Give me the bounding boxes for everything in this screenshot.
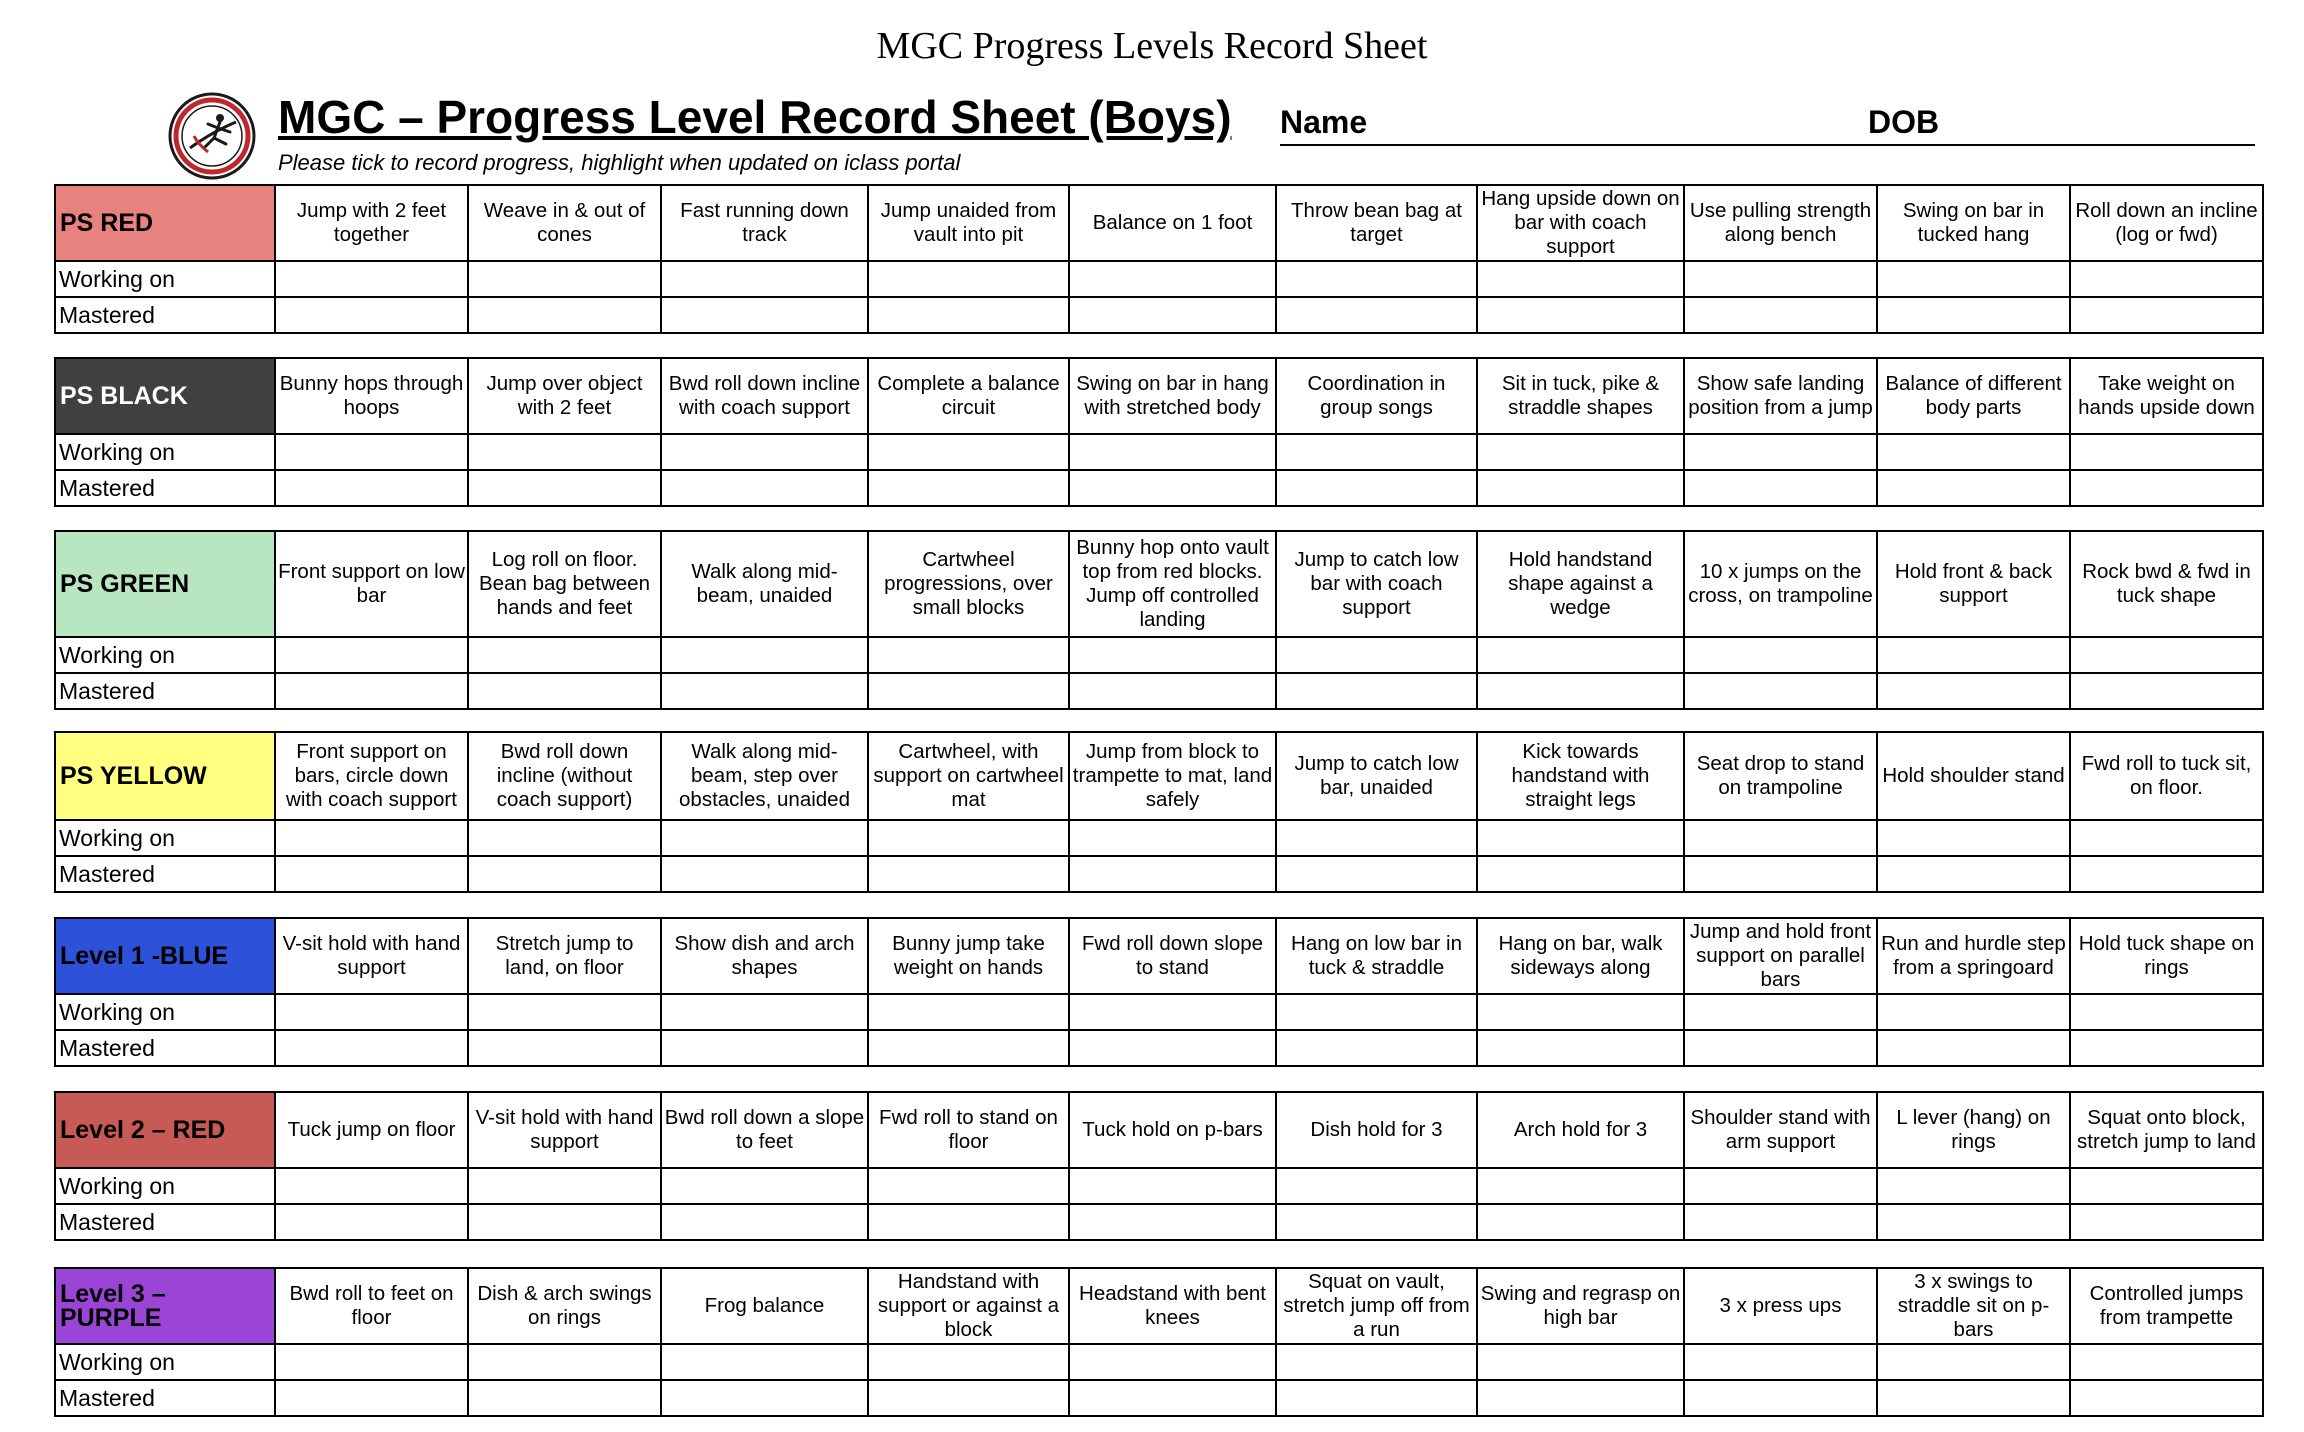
skill-cell: Jump to catch low bar with coach support [1276, 531, 1477, 637]
tick-cell[interactable] [1877, 637, 2070, 673]
skills-header-row [55, 918, 2263, 994]
tick-cell[interactable] [661, 470, 868, 506]
working-on-row [55, 261, 2263, 297]
tick-cell[interactable] [868, 637, 1069, 673]
tick-cell[interactable] [661, 297, 868, 333]
mastered-row [55, 1030, 2263, 1066]
tick-cell[interactable] [468, 261, 661, 297]
tick-cell[interactable] [1069, 434, 1276, 470]
tick-cell[interactable] [661, 1344, 868, 1380]
tick-cell[interactable] [468, 856, 661, 892]
skill-cell: 3 x press ups [1684, 1268, 1877, 1344]
working-on-label: Working on [55, 434, 275, 470]
tick-cell[interactable] [468, 1344, 661, 1380]
skill-cell: Stretch jump to land, on floor [468, 918, 661, 994]
tick-cell[interactable] [1276, 1168, 1477, 1204]
mastered-row [55, 673, 2263, 709]
mastered-label: Mastered [55, 1204, 275, 1240]
skill-cell: Balance on 1 foot [1069, 185, 1276, 261]
document-title: MGC Progress Levels Record Sheet [876, 25, 1428, 67]
tick-cell[interactable] [1069, 1204, 1276, 1240]
skill-cell: Squat onto block, stretch jump to land [2070, 1092, 2263, 1168]
tick-cell[interactable] [275, 470, 468, 506]
tick-cell[interactable] [1477, 1168, 1684, 1204]
skill-cell: Bwd roll down incline with coach support [661, 358, 868, 434]
tick-cell[interactable] [1477, 434, 1684, 470]
working-on-row [55, 820, 2263, 856]
tick-cell[interactable] [868, 820, 1069, 856]
skill-cell: Throw bean bag at target [1276, 185, 1477, 261]
tick-cell[interactable] [868, 1344, 1069, 1380]
skill-cell: Jump with 2 feet together [275, 185, 468, 261]
level-table-ps-yellow [54, 731, 2264, 893]
mastered-row [55, 1380, 2263, 1416]
skills-header-row [55, 1092, 2263, 1168]
dob-label: DOB [1868, 104, 1940, 140]
skill-cell: Tuck hold on p-bars [1069, 1092, 1276, 1168]
tick-cell[interactable] [2070, 1380, 2263, 1416]
skill-cell: Hold shoulder stand [1877, 732, 2070, 820]
mastered-label: Mastered [55, 1380, 275, 1416]
tick-cell[interactable] [1477, 994, 1684, 1030]
level-name: Level 2 – RED [55, 1092, 275, 1168]
tick-cell[interactable] [1477, 637, 1684, 673]
tick-cell[interactable] [1684, 673, 1877, 709]
tick-cell[interactable] [1684, 637, 1877, 673]
tick-cell[interactable] [275, 637, 468, 673]
tick-cell[interactable] [1684, 1168, 1877, 1204]
skills-header-row [55, 358, 2263, 434]
tick-cell[interactable] [1069, 470, 1276, 506]
skill-cell: Fwd roll to tuck sit, on floor. [2070, 732, 2263, 820]
tick-cell[interactable] [2070, 637, 2263, 673]
skill-cell: Front support on low bar [275, 531, 468, 637]
tick-cell[interactable] [1276, 434, 1477, 470]
skill-cell: Bunny hops through hoops [275, 358, 468, 434]
tick-cell[interactable] [1477, 470, 1684, 506]
tick-cell[interactable] [661, 1380, 868, 1416]
tick-cell[interactable] [468, 1380, 661, 1416]
tick-cell[interactable] [468, 820, 661, 856]
skill-cell: Headstand with bent knees [1069, 1268, 1276, 1344]
tick-cell[interactable] [468, 1030, 661, 1066]
tick-cell[interactable] [1877, 1344, 2070, 1380]
tick-cell[interactable] [275, 261, 468, 297]
skill-cell: Jump and hold front support on parallel bars [1684, 918, 1877, 994]
tick-cell[interactable] [868, 856, 1069, 892]
tick-cell[interactable] [1877, 856, 2070, 892]
tick-cell[interactable] [1276, 637, 1477, 673]
tick-cell[interactable] [2070, 994, 2263, 1030]
tick-cell[interactable] [661, 673, 868, 709]
tick-cell[interactable] [868, 297, 1069, 333]
skills-header-row [55, 185, 2263, 261]
tick-cell[interactable] [2070, 1030, 2263, 1066]
tick-cell[interactable] [868, 1380, 1069, 1416]
skill-cell: Swing on bar in tucked hang [1877, 185, 2070, 261]
skill-cell: Tuck jump on floor [275, 1092, 468, 1168]
tick-cell[interactable] [1877, 994, 2070, 1030]
tick-cell[interactable] [275, 1344, 468, 1380]
tick-cell[interactable] [275, 856, 468, 892]
tick-cell[interactable] [1877, 470, 2070, 506]
tick-cell[interactable] [1877, 434, 2070, 470]
tick-cell[interactable] [1276, 261, 1477, 297]
tick-cell[interactable] [868, 1030, 1069, 1066]
skill-cell: Bwd roll to feet on floor [275, 1268, 468, 1344]
instructions-text: Please tick to record progress, highlight when updated on iclass portal [278, 150, 961, 175]
level-table-level-2-red [54, 1091, 2264, 1241]
skill-cell: Log roll on floor. Bean bag between hands and feet [468, 531, 661, 637]
skill-cell: Bunny jump take weight on hands [868, 918, 1069, 994]
tick-cell[interactable] [1877, 1168, 2070, 1204]
tick-cell[interactable] [1477, 1344, 1684, 1380]
tick-cell[interactable] [1069, 1030, 1276, 1066]
tick-cell[interactable] [1477, 297, 1684, 333]
tick-cell[interactable] [1684, 297, 1877, 333]
skill-cell: Hold front & back support [1877, 531, 2070, 637]
skill-cell: Fast running down track [661, 185, 868, 261]
level-name: Level 3 – PURPLE [55, 1268, 275, 1344]
tick-cell[interactable] [275, 434, 468, 470]
tick-cell[interactable] [468, 297, 661, 333]
tick-cell[interactable] [1684, 1204, 1877, 1240]
mastered-label: Mastered [55, 1030, 275, 1066]
skill-cell: Walk along mid-beam, step over obstacles, unaided [661, 732, 868, 820]
skill-cell: Swing on bar in hang with stretched body [1069, 358, 1276, 434]
tick-cell[interactable] [2070, 673, 2263, 709]
name-label: Name [1280, 104, 1368, 140]
tick-cell[interactable] [1069, 261, 1276, 297]
tick-cell[interactable] [661, 820, 868, 856]
mastered-label: Mastered [55, 297, 275, 333]
tick-cell[interactable] [1877, 261, 2070, 297]
skill-cell: Swing and regrasp on high bar [1477, 1268, 1684, 1344]
tick-cell[interactable] [1069, 1380, 1276, 1416]
skill-cell: L lever (hang) on rings [1877, 1092, 2070, 1168]
skill-cell: Front support on bars, circle down with coach support [275, 732, 468, 820]
skill-cell: 10 x jumps on the cross, on trampoline [1684, 531, 1877, 637]
tick-cell[interactable] [1276, 673, 1477, 709]
tick-cell[interactable] [1477, 261, 1684, 297]
skill-cell: Fwd roll to stand on floor [868, 1092, 1069, 1168]
tick-cell[interactable] [2070, 434, 2263, 470]
tick-cell[interactable] [468, 1204, 661, 1240]
tick-cell[interactable] [2070, 1344, 2263, 1380]
tick-cell[interactable] [868, 673, 1069, 709]
sheet-heading: MGC – Progress Level Record Sheet (Boys) [278, 91, 1232, 143]
skill-cell: Rock bwd & fwd in tuck shape [2070, 531, 2263, 637]
skill-cell: Cartwheel progressions, over small blocks [868, 531, 1069, 637]
tick-cell[interactable] [1877, 673, 2070, 709]
mastered-row [55, 470, 2263, 506]
tick-cell[interactable] [1477, 1204, 1684, 1240]
level-table-level-3-purple [54, 1267, 2264, 1417]
skill-cell: Coordination in group songs [1276, 358, 1477, 434]
skill-cell: Hang on bar, walk sideways along [1477, 918, 1684, 994]
skill-cell: Bwd roll down a slope to feet [661, 1092, 868, 1168]
mastered-label: Mastered [55, 470, 275, 506]
tick-cell[interactable] [275, 994, 468, 1030]
working-on-row [55, 1344, 2263, 1380]
tick-cell[interactable] [468, 673, 661, 709]
tick-cell[interactable] [1069, 637, 1276, 673]
tick-cell[interactable] [661, 261, 868, 297]
tick-cell[interactable] [1276, 297, 1477, 333]
tick-cell[interactable] [275, 1380, 468, 1416]
skill-cell: Shoulder stand with arm support [1684, 1092, 1877, 1168]
tick-cell[interactable] [1069, 297, 1276, 333]
working-on-label: Working on [55, 1344, 275, 1380]
tick-cell[interactable] [1877, 1380, 2070, 1416]
skill-cell: V-sit hold with hand support [275, 918, 468, 994]
level-name: PS YELLOW [55, 732, 275, 820]
tick-cell[interactable] [468, 1168, 661, 1204]
tick-cell[interactable] [661, 434, 868, 470]
tick-cell[interactable] [1477, 673, 1684, 709]
working-on-row [55, 434, 2263, 470]
skill-cell: Hang on low bar in tuck & straddle [1276, 918, 1477, 994]
mastered-row [55, 1204, 2263, 1240]
mastered-label: Mastered [55, 673, 275, 709]
tick-cell[interactable] [1276, 1030, 1477, 1066]
skill-cell: Dish hold for 3 [1276, 1092, 1477, 1168]
skill-cell: Hold handstand shape against a wedge [1477, 531, 1684, 637]
tick-cell[interactable] [468, 637, 661, 673]
tick-cell[interactable] [868, 994, 1069, 1030]
tick-cell[interactable] [661, 1030, 868, 1066]
skill-cell: Dish & arch swings on rings [468, 1268, 661, 1344]
working-on-label: Working on [55, 1168, 275, 1204]
skill-cell: Walk along mid-beam, unaided [661, 531, 868, 637]
skill-cell: Fwd roll down slope to stand [1069, 918, 1276, 994]
tick-cell[interactable] [1276, 1380, 1477, 1416]
tick-cell[interactable] [468, 434, 661, 470]
tick-cell[interactable] [275, 820, 468, 856]
tick-cell[interactable] [1877, 1030, 2070, 1066]
tick-cell[interactable] [661, 1168, 868, 1204]
skill-cell: Use pulling strength along bench [1684, 185, 1877, 261]
level-table-ps-green [54, 530, 2264, 710]
tick-cell[interactable] [1276, 994, 1477, 1030]
tick-cell[interactable] [468, 994, 661, 1030]
tick-cell[interactable] [275, 1030, 468, 1066]
level-name: PS BLACK [55, 358, 275, 434]
skill-cell: V-sit hold with hand support [468, 1092, 661, 1168]
tick-cell[interactable] [1069, 673, 1276, 709]
tick-cell[interactable] [1276, 470, 1477, 506]
working-on-label: Working on [55, 637, 275, 673]
skill-cell: Show dish and arch shapes [661, 918, 868, 994]
tick-cell[interactable] [661, 994, 868, 1030]
tick-cell[interactable] [1684, 820, 1877, 856]
tick-cell[interactable] [2070, 470, 2263, 506]
mastered-row [55, 856, 2263, 892]
name-dob-line [1280, 100, 2255, 146]
tick-cell[interactable] [275, 673, 468, 709]
tick-cell[interactable] [1069, 1168, 1276, 1204]
tick-cell[interactable] [1477, 1380, 1684, 1416]
tick-cell[interactable] [661, 856, 868, 892]
skill-cell: Hold tuck shape on rings [2070, 918, 2263, 994]
level-name: Level 1 -BLUE [55, 918, 275, 994]
mastered-label: Mastered [55, 856, 275, 892]
skill-cell: Squat on vault, stretch jump off from a run [1276, 1268, 1477, 1344]
tick-cell[interactable] [275, 1168, 468, 1204]
tick-cell[interactable] [1276, 1204, 1477, 1240]
tick-cell[interactable] [1069, 1344, 1276, 1380]
skill-cell: Kick towards handstand with straight legs [1477, 732, 1684, 820]
tick-cell[interactable] [2070, 1204, 2263, 1240]
skill-cell: Jump over object with 2 feet [468, 358, 661, 434]
skill-cell: Take weight on hands upside down [2070, 358, 2263, 434]
tick-cell[interactable] [2070, 820, 2263, 856]
skill-cell: Complete a balance circuit [868, 358, 1069, 434]
skill-cell: Jump unaided from vault into pit [868, 185, 1069, 261]
skill-cell: Handstand with support or against a block [868, 1268, 1069, 1344]
level-name: PS GREEN [55, 531, 275, 637]
tick-cell[interactable] [1477, 856, 1684, 892]
level-name: PS RED [55, 185, 275, 261]
tick-cell[interactable] [2070, 1168, 2263, 1204]
skill-cell: Bwd roll down incline (without coach support) [468, 732, 661, 820]
tick-cell[interactable] [1684, 470, 1877, 506]
skills-header-row [55, 732, 2263, 820]
skill-cell: Bunny hop onto vault top from red blocks. Jump off controlled landing [1069, 531, 1276, 637]
skill-cell: Frog balance [661, 1268, 868, 1344]
working-on-row [55, 637, 2263, 673]
tick-cell[interactable] [275, 297, 468, 333]
skill-cell: Jump from block to trampette to mat, land safely [1069, 732, 1276, 820]
working-on-row [55, 1168, 2263, 1204]
mastered-row [55, 297, 2263, 333]
tick-cell[interactable] [868, 470, 1069, 506]
skills-header-row [55, 531, 2263, 637]
level-table-level-1-blue [54, 917, 2264, 1067]
tick-cell[interactable] [1877, 1204, 2070, 1240]
tick-cell[interactable] [1276, 820, 1477, 856]
tick-cell[interactable] [1069, 820, 1276, 856]
tick-cell[interactable] [2070, 297, 2263, 333]
tick-cell[interactable] [2070, 261, 2263, 297]
skill-cell: Run and hurdle step from a springoard [1877, 918, 2070, 994]
tick-cell[interactable] [868, 434, 1069, 470]
working-on-label: Working on [55, 820, 275, 856]
tick-cell[interactable] [1477, 1030, 1684, 1066]
level-table-ps-black [54, 357, 2264, 507]
tick-cell[interactable] [1276, 856, 1477, 892]
working-on-label: Working on [55, 261, 275, 297]
tick-cell[interactable] [1477, 820, 1684, 856]
tick-cell[interactable] [1684, 994, 1877, 1030]
skill-cell: Jump to catch low bar, unaided [1276, 732, 1477, 820]
tick-cell[interactable] [1684, 1344, 1877, 1380]
skill-cell: Controlled jumps from trampette [2070, 1268, 2263, 1344]
tick-cell[interactable] [868, 1204, 1069, 1240]
working-on-label: Working on [55, 994, 275, 1030]
tick-cell[interactable] [1877, 297, 2070, 333]
skill-cell: Show safe landing position from a jump [1684, 358, 1877, 434]
tick-cell[interactable] [1684, 1030, 1877, 1066]
tick-cell[interactable] [1069, 994, 1276, 1030]
tick-cell[interactable] [661, 1204, 868, 1240]
skill-cell: Weave in & out of cones [468, 185, 661, 261]
skill-cell: Sit in tuck, pike & straddle shapes [1477, 358, 1684, 434]
tick-cell[interactable] [1684, 856, 1877, 892]
skill-cell: Cartwheel, with support on cartwheel mat [868, 732, 1069, 820]
tick-cell[interactable] [1684, 434, 1877, 470]
tick-cell[interactable] [1069, 856, 1276, 892]
tick-cell[interactable] [1684, 1380, 1877, 1416]
tick-cell[interactable] [1684, 261, 1877, 297]
tick-cell[interactable] [868, 261, 1069, 297]
tick-cell[interactable] [1877, 820, 2070, 856]
tick-cell[interactable] [1276, 1344, 1477, 1380]
tick-cell[interactable] [868, 1168, 1069, 1204]
skill-cell: Hang upside down on bar with coach support [1477, 185, 1684, 261]
skill-cell: Roll down an incline (log or fwd) [2070, 185, 2263, 261]
level-table-ps-red [54, 184, 2264, 334]
skill-cell: Arch hold for 3 [1477, 1092, 1684, 1168]
skills-header-row [55, 1268, 2263, 1344]
tick-cell[interactable] [468, 470, 661, 506]
tick-cell[interactable] [2070, 856, 2263, 892]
skill-cell: Seat drop to stand on trampoline [1684, 732, 1877, 820]
tick-cell[interactable] [661, 637, 868, 673]
skill-cell: 3 x swings to straddle sit on p-bars [1877, 1268, 2070, 1344]
tick-cell[interactable] [275, 1204, 468, 1240]
club-logo [168, 92, 256, 180]
working-on-row [55, 994, 2263, 1030]
skill-cell: Balance of different body parts [1877, 358, 2070, 434]
